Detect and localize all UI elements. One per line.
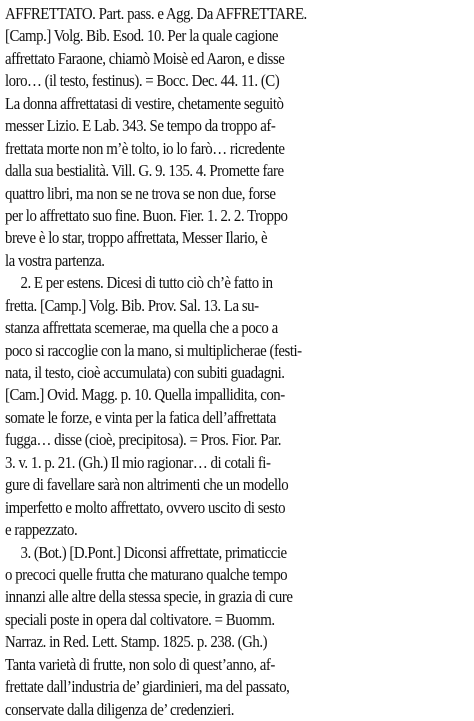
text-line: fugga… disse (cioè, precipitosa). = Pros. Fior. Par. [5, 429, 405, 451]
text-line: stanza affrettata scemerae, ma quella che a poco a [5, 317, 405, 339]
text-line: 2. E per estens. Dicesi di tutto ciò ch’è fatto in [5, 272, 405, 294]
text-line: Tanta varietà di frutte, non solo di quest’anno, af- [5, 654, 405, 676]
text-line: conservate dalla diligenza de’ credenzieri. [5, 699, 405, 721]
text-line: 3. v. 1. p. 21. (Gh.) Il mio ragionar… di cotali fi- [5, 452, 405, 474]
entry-paragraph-2 [5, 272, 470, 541]
text-line: somate le forze, e vinta per la fatica dell’affrettata [5, 407, 405, 429]
text-line: loro… (il testo, festinus). = Bocc. Dec. 44. 11. (C) [5, 70, 405, 92]
text-line: e rappezzato. [5, 519, 405, 541]
text-line: imperfetto e molto affrettato, ovvero uscito di sesto [5, 497, 405, 519]
text-line: affrettato Faraone, chiamò Moisè ed Aaron, e disse [5, 48, 405, 70]
text-line: nata, il testo, cioè accumulata) con subiti guadagni. [5, 362, 405, 384]
text-line: breve è lo star, troppo affrettata, Messer Ilario, è [5, 227, 405, 249]
text-line: AFFRETTATO. Part. pass. e Agg. Da AFFRETTARE. [5, 3, 405, 25]
text-line: gure di favellare sarà non altrimenti che un modello [5, 474, 405, 496]
text-line: messer Lizio. E Lab. 343. Se tempo da troppo af- [5, 115, 405, 137]
text-line: fretta. [Camp.] Volg. Bib. Prov. Sal. 13. La su- [5, 295, 405, 317]
text-line: La donna affrettatasi di vestire, chetamente seguitò [5, 93, 405, 115]
text-line: [Camp.] Volg. Bib. Esod. 10. Per la quale cagione [5, 25, 405, 47]
entry-paragraph-3 [5, 542, 470, 721]
text-line: per lo affrettato suo fine. Buon. Fier. 1. 2. 2. Troppo [5, 205, 405, 227]
text-line: innanzi alle altre della stessa specie, in grazia di cure [5, 586, 405, 608]
text-line: o precoci quelle frutta che maturano qualche tempo [5, 564, 405, 586]
text-line: quattro libri, ma non se ne trova se non due, forse [5, 183, 405, 205]
text-line: poco si raccoglie con la mano, si multiplicherae (festi- [5, 340, 405, 362]
text-line: [Cam.] Ovid. Magg. p. 10. Quella impallidita, con- [5, 384, 405, 406]
text-line: frettata morte non m’è tolto, io lo farò… ricredente [5, 138, 405, 160]
text-line: 3. (Bot.) [D.Pont.] Diconsi affrettate, primaticcie [5, 542, 405, 564]
text-line: speciali poste in opera dal coltivatore. = Buomm. [5, 609, 405, 631]
text-line: frettate dall’industria de’ giardinieri, ma del passato, [5, 676, 405, 698]
text-line: dalla sua bestialità. Vill. G. 9. 135. 4. Promette fare [5, 160, 405, 182]
text-line: la vostra partenza. [5, 250, 405, 272]
text-line: Narraz. in Red. Lett. Stamp. 1825. p. 238. (Gh.) [5, 631, 405, 653]
entry-paragraph-1 [5, 3, 470, 272]
